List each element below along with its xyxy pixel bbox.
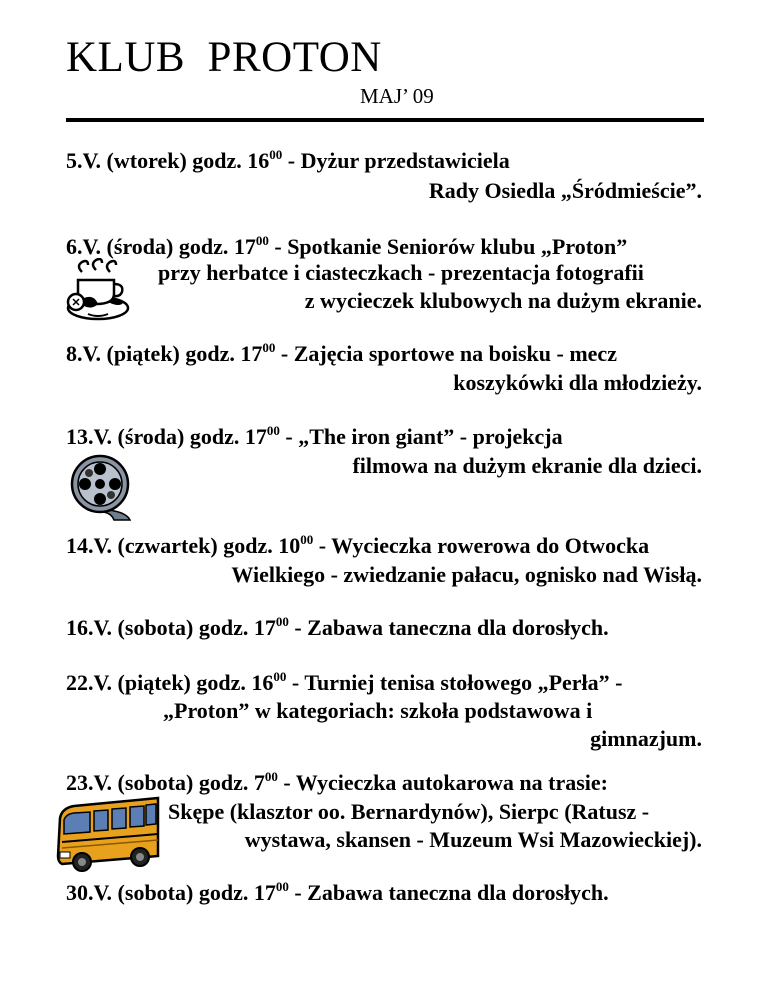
event-heading: 6.V. (środa) godz. $17^{00}$ - Spotkanie Seniorów klubu „Proton” [66,233,628,259]
event-line: gimnazjum. [590,726,702,751]
event-heading: 23.V. (sobota) godz. $7^{00}$ - Wycieczka autokarowa na trasie: [66,769,608,795]
event-line: Skępe (klasztor oo. Bernardynów), Sierpc (Ratusz - [168,799,650,824]
event-heading: 13.V. (środa) godz. $17^{00}$ - „The iron giant” - projekcja [66,423,563,449]
page-title: KLUB PROTON [66,34,382,81]
event-heading: 5.V. (wtorek) godz. $16^{00}$ - Dyżur przedstawiciela [66,147,510,173]
event-heading: 16.V. (sobota) godz. $17^{00}$ - Zabawa taneczna dla dorosłych. [66,614,609,640]
event-line: Wielkiego - zwiedzanie pałacu, ognisko nad Wisłą. [231,562,702,587]
event-line: Rady Osiedla „Śródmieście”. [428,178,702,203]
event-heading: 22.V. (piątek) godz. $16^{00}$ - Turniej tenisa stołowego „Perła” - [66,669,623,695]
event-line: filmowa na dużym ekranie dla dzieci. [352,453,702,478]
event-heading: 14.V. (czwartek) godz. $10^{00}$ - Wycieczka rowerowa do Otwocka [66,532,650,558]
school-bus-icon [56,796,162,874]
event-heading: 8.V. (piątek) godz. $17^{00}$ - Zajęcia sportowe na boisku - mecz [66,340,617,366]
event-line: z wycieczek klubowych na dużym ekranie. [304,288,702,313]
event-line: koszykówki dla młodzieży. [453,370,702,395]
tea-cup-and-cookies-icon [64,258,134,322]
event-heading: 30.V. (sobota) godz. $17^{00}$ - Zabawa taneczna dla dorosłych. [66,879,609,905]
header-divider [66,118,704,122]
film-reel-icon [68,452,136,524]
event-line: „Proton” w kategoriach: szkoła podstawowa i [163,698,593,723]
event-line: przy herbatce i ciasteczkach - prezentacja fotografii [158,260,644,285]
event-line: wystawa, skansen - Muzeum Wsi Mazowieckiej). [244,827,702,852]
page-subtitle: MAJ’ 09 [360,84,434,108]
